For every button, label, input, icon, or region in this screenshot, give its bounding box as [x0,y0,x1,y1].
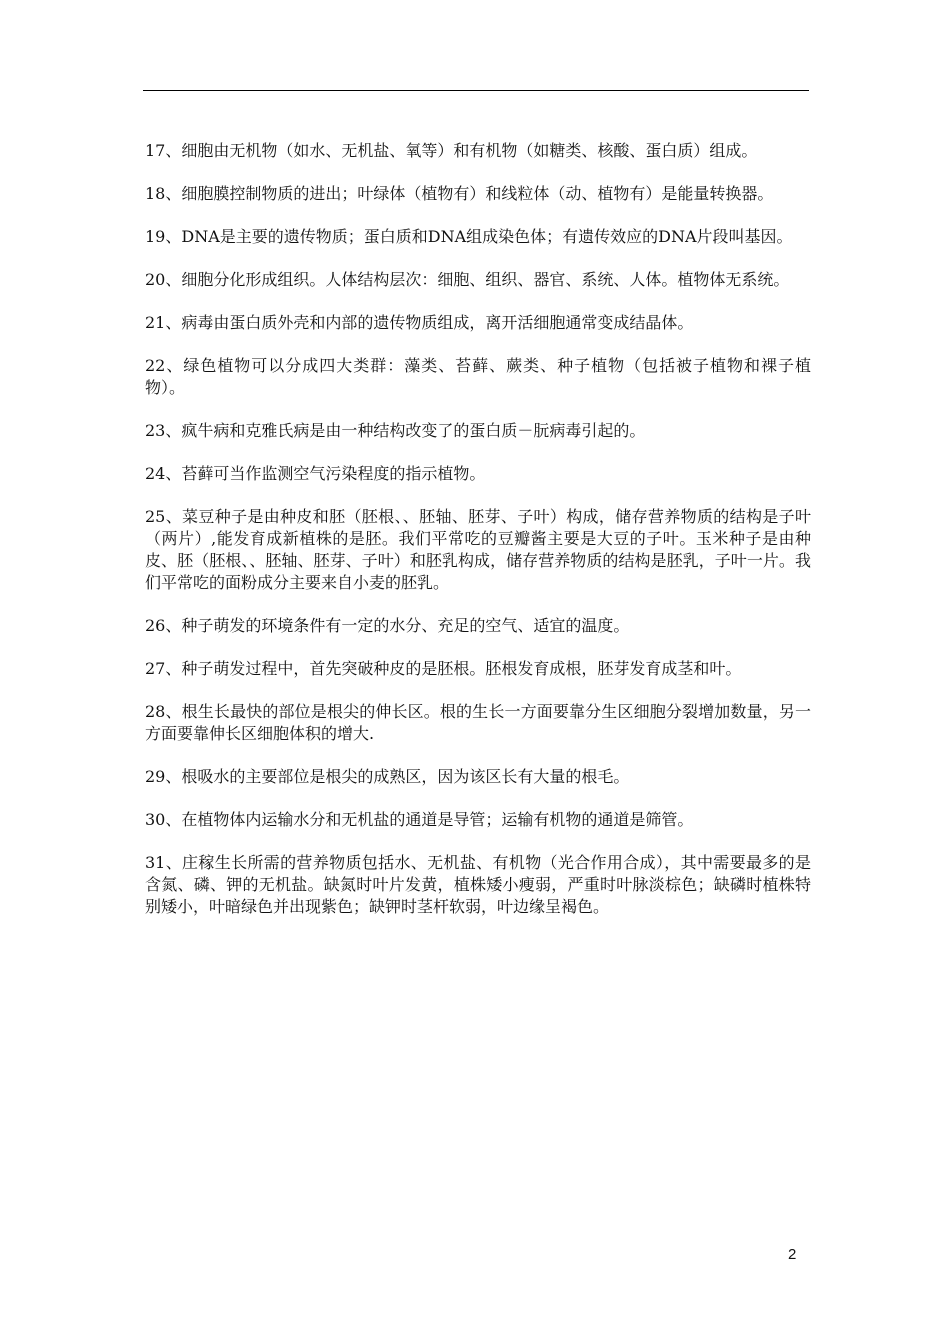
item-27: 27、种子萌发过程中，首先突破种皮的是胚根。胚根发育成根，胚芽发育成茎和叶。 [145,659,742,678]
item-18: 18、细胞膜控制物质的进出；叶绿体（植物有）和线粒体（动、植物有）是能量转换器。 [145,184,774,203]
page-number: 2 [788,1246,797,1263]
item-23: 23、疯牛病和克雅氏病是由一种结构改变了的蛋白质－朊病毒引起的。 [145,421,646,440]
header-rule [143,90,809,91]
item-30: 30、在植物体内运输水分和无机盐的通道是导管；运输有机物的通道是筛管。 [145,810,694,829]
item-29: 29、根吸水的主要部位是根尖的成熟区，因为该区长有大量的根毛。 [145,767,630,786]
item-24: 24、苔藓可当作监测空气污染程度的指示植物。 [145,464,486,483]
item-26: 26、种子萌发的环境条件有一定的水分、充足的空气、适宜的温度。 [145,616,630,635]
item-21: 21、病毒由蛋白质外壳和内部的遗传物质组成，离开活细胞通常变成结晶体。 [145,313,694,332]
item-20: 20、细胞分化形成组织。人体结构层次：细胞、组织、器官、系统、人体。植物体无系统。 [145,270,790,289]
item-25: 25、菜豆种子是由种皮和胚（胚根、、胚轴、胚芽、子叶）构成，储存营养物质的结构是子叶（两片）,能发育成新植株的是胚。我们平常吃的豆瓣酱主要是大豆的子叶。玉米种子是由种皮、胚（胚根、、胚轴、胚芽、子叶）和胚乳构成，储存营养物质的结构是胚乳，子叶一片。我们平常吃的面粉成分主要来自小麦的胚乳。 [145,507,811,592]
item-31: 31、庄稼生长所需的营养物质包括水、无机盐、有机物（光合作用合成），其中需要最多的是含氮、磷、钾的无机盐。缺氮时叶片发黄，植株矮小瘦弱，严重时叶脉淡棕色；缺磷时植株特别矮小，叶暗绿色并出现紫色；缺钾时茎杆软弱，叶边缘呈褐色。 [145,853,811,916]
content-body [145,140,811,939]
item-28: 28、根生长最快的部位是根尖的伸长区。根的生长一方面要靠分生区细胞分裂增加数量，另一方面要靠伸长区细胞体积的增大. [145,702,811,743]
item-22: 22、绿色植物可以分成四大类群：藻类、苔藓、蕨类、种子植物（包括被子植物和裸子植物）。 [145,356,811,397]
item-19: 19、DNA是主要的遗传物质；蛋白质和DNA组成染色体；有遗传效应的DNA片段叫基因。 [145,227,793,246]
item-17: 17、细胞由无机物（如水、无机盐、氧等）和有机物（如糖类、核酸、蛋白质）组成。 [145,141,758,160]
